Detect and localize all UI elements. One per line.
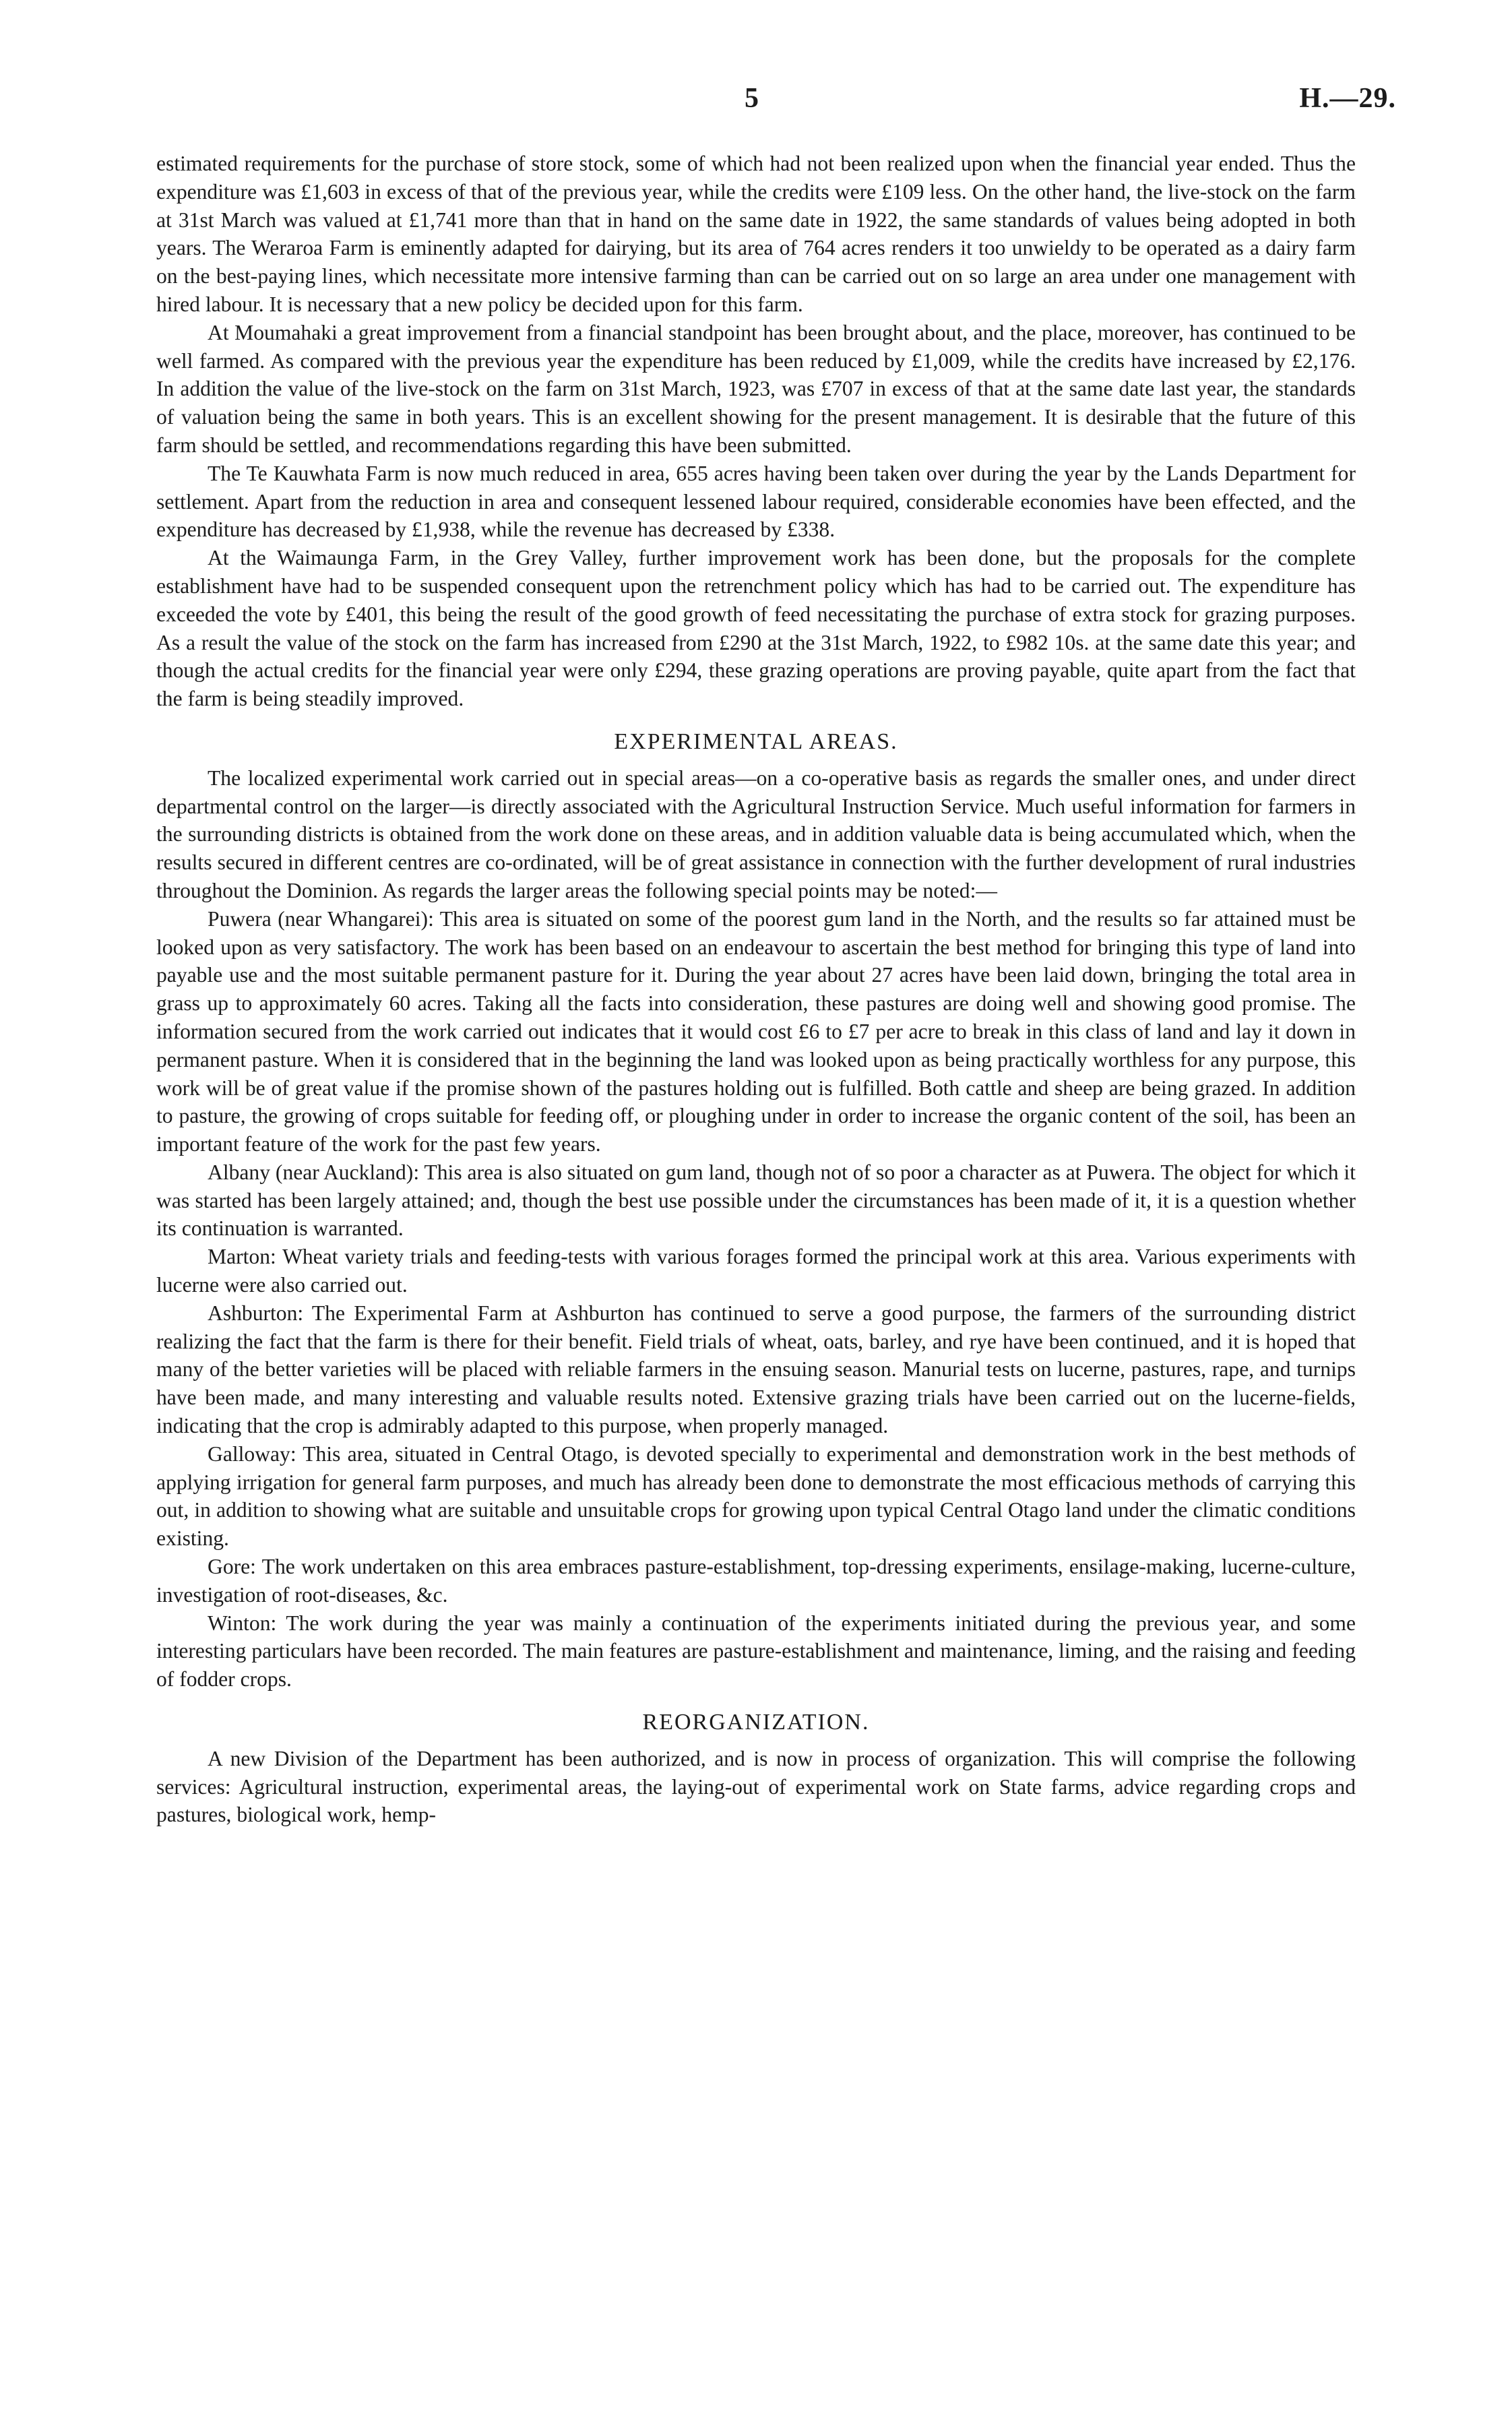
paragraph-experimental-intro: The localized experimental work carried out in special areas—on a co-operative basis as regards the smaller ones, and under direct departmental control on the larger—is directly associated with the Agricultural Instruction Service. Much useful information for farmers in the surrounding districts is obtained from the work done on these areas, and in addition valuable data is being accumulated which, when the results secured in different centres are co-ordinated, will be of great assistance in connection with the further development of rural industries throughout the Dominion. As regards the larger areas the following special points may be noted:— bbox=[156, 766, 1356, 902]
document-body bbox=[156, 150, 1356, 1829]
paragraph-ashburton: Ashburton: The Experimental Farm at Ashburton has continued to serve a good purpose, the farmers of the surrounding district realizing the fact that the farm is there for their benefit. Field trials of wheat, oats, barley, and rye have been continued, and it is hoped that many of the better varieties will be placed with reliable farmers in the ensuing season. Manurial tests on lucerne, pastures, rape, and turnips have been made, and many interesting and valuable results noted. Extensive grazing trials have been carried out on the lucerne-fields, indicating that the crop is admirably adapted to this purpose, when properly managed. bbox=[156, 1301, 1356, 1438]
heading-experimental-areas: EXPERIMENTAL AREAS. bbox=[614, 728, 898, 754]
paragraph-albany: Albany (near Auckland): This area is also situated on gum land, though not of so poor a character as at Puwera. The object for which it was started has been largely attained; and, though the best use possible under the circumstances has been made of it, it is a question whether its continuation is warranted. bbox=[156, 1160, 1356, 1241]
page-header bbox=[0, 82, 1512, 123]
paragraph-waimaunga: At the Waimaunga Farm, in the Grey Valley, further improvement work has been done, but the proposals for the complete establishment have had to be suspended consequent upon the retrenchment policy which has had to be carried out. The expenditure has exceeded the vote by £401, this being the result of the good growth of feed necessitating the purchase of extra stock for grazing purposes. As a result the value of the stock on the farm has increased from £290 at the 31st March, 1922, to £982 10s. at the same date this year; and though the actual credits for the financial year were only £294, these grazing operations are proving payable, quite apart from the fact that the farm is being steadily improved. bbox=[156, 546, 1356, 711]
document-reference: H.—29. bbox=[1299, 83, 1396, 114]
paragraph-winton: Winton: The work during the year was mainly a continuation of the experiments initiated during the previous year, and some interesting particulars have been recorded. The main features are pasture-establishment and maintenance, liming, and the raising and feeding of fodder crops. bbox=[156, 1611, 1356, 1692]
paragraph-marton: Marton: Wheat variety trials and feeding-tests with various forages formed the principal work at this area. Various experiments with lucerne were also carried out. bbox=[156, 1245, 1356, 1297]
paragraph-reorganization: A new Division of the Department has been authorized, and is now in process of organization. This will comprise the following services: Agricultural instruction, experimental areas, the laying-out of experimental work on State farms, advice regarding crops and pastures, biological work, hemp- bbox=[156, 1746, 1356, 1827]
paragraph-te-kauwhata: The Te Kauwhata Farm is now much reduced in area, 655 acres having been taken over during the year by the Lands Department for settlement. Apart from the reduction in area and consequent lessened labour required, considerable economies have been effected, and the expenditure has decreased by £1,938, while the revenue has decreased by £338. bbox=[156, 461, 1356, 542]
paragraph-gore: Gore: The work undertaken on this area embraces pasture-establishment, top-dressing experiments, ensilage-making, lucerne-culture, investigation of root-diseases, &c. bbox=[156, 1555, 1356, 1607]
paragraph-puwera: Puwera (near Whangarei): This area is situated on some of the poorest gum land in the North, and the results so far attained must be looked upon as very satisfactory. The work has been based on an endeavour to ascertain the best method for bringing this type of land into payable use and the most suitable permanent pasture for it. During the year about 27 acres have been laid down, bringing the total area in grass up to approximately 60 acres. Taking all the facts into consideration, these pastures are doing well and showing good promise. The information secured from the work carried out indicates that it would cost £6 to £7 per acre to break in this class of land and lay it down in permanent pasture. When it is considered that in the beginning the land was looked upon as being practically worthless for any purpose, this work will be of great value if the promise shown of the pastures holding out is fulfilled. Both cattle and sheep are being grazed. In addition to pasture, the growing of crops suitable for feeding off, or ploughing under in order to increase the organic content of the soil, has been an important feature of the work for the past few years. bbox=[156, 906, 1356, 1156]
paragraph-weraroa-continued: estimated requirements for the purchase of store stock, some of which had not been realized upon when the financial year ended. Thus the expenditure was £1,603 in excess of that of the previous year, while the credits were £109 less. On the other hand, the live-stock on the farm at 31st March was valued at £1,741 more than that in hand on the same date in 1922, the same standards of values being adopted in both years. The Weraroa Farm is eminently adapted for dairying, but its area of 764 acres renders it too unwieldy to be operated as a dairy farm on the best-paying lines, which necessitate more intensive farming than can be carried out on so large an area under one management with hired labour. It is necessary that a new policy be decided upon for this farm. bbox=[156, 152, 1356, 316]
heading-reorganization: REORGANIZATION. bbox=[642, 1710, 870, 1735]
page-number: 5 bbox=[745, 83, 759, 114]
paragraph-galloway: Galloway: This area, situated in Central Otago, is devoted specially to experimental and demonstration work in the best methods of applying irrigation for general farm purposes, and much has already been done to demonstrate the most efficacious methods of carrying this out, in addition to showing what are suitable and unsuitable crops for growing upon typical Central Otago land under the climatic conditions existing. bbox=[156, 1441, 1356, 1551]
paragraph-moumahaki: At Moumahaki a great improvement from a financial standpoint has been brought about, and the place, moreover, has continued to be well farmed. As compared with the previous year the expenditure has been reduced by £1,009, while the credits have increased by £2,176. In addition the value of the live-stock on the farm on 31st March, 1923, was £707 in excess of that at the same date last year, the standards of valuation being the same in both years. This is an excellent showing for the present management. It is desirable that the future of this farm should be settled, and recommendations regarding this have been submitted. bbox=[156, 320, 1356, 457]
